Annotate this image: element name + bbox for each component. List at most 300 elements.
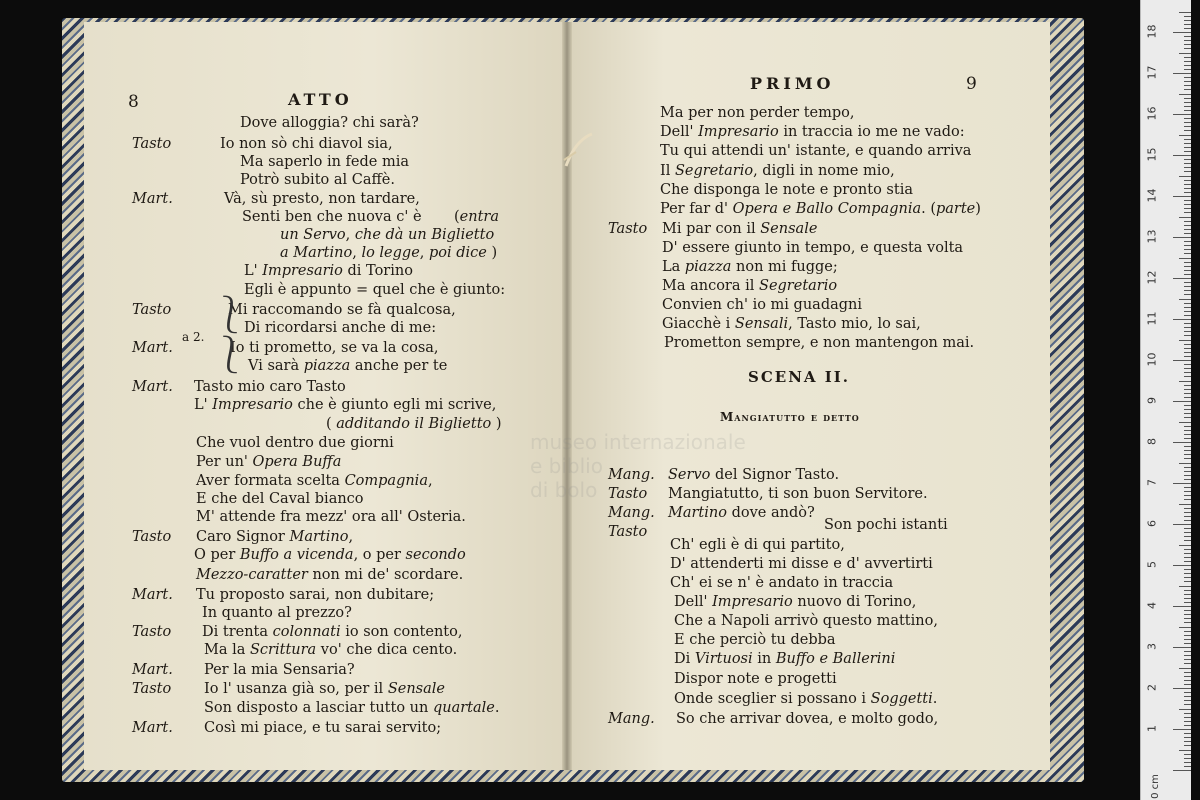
verse-line: Prometton sempre, e non mantengon mai. (664, 335, 975, 351)
ruler-number: 3 (1145, 643, 1159, 650)
ruler-tick (1184, 89, 1191, 90)
verse-line: Và, sù presto, non tardare, (224, 191, 420, 207)
ruler-tick (1184, 758, 1191, 759)
ruler-tick (1184, 102, 1191, 103)
verse-line: Giacchè i Sensali, Tasto mio, lo sai, (662, 316, 921, 332)
ruler-number: 18 (1145, 24, 1159, 39)
ruler-tick (1184, 221, 1191, 222)
ruler-tick (1184, 44, 1191, 45)
verse-line: Ch' egli è di qui partito, (670, 537, 845, 553)
ruler-tick (1184, 335, 1191, 336)
ruler-tick (1184, 614, 1191, 615)
ruler-tick (1179, 12, 1191, 13)
ruler-tick (1184, 745, 1191, 746)
page-number-left: 8 (128, 92, 139, 112)
ruler-tick (1184, 413, 1191, 414)
ruler-number: 7 (1145, 479, 1159, 486)
ruler-tick (1184, 516, 1191, 517)
verse-line: La piazza non mi fugge; (662, 259, 838, 275)
ruler-tick (1184, 389, 1191, 390)
ruler-tick (1173, 237, 1191, 238)
right-page (568, 22, 1050, 770)
speaker-name: Mart. (132, 662, 173, 678)
ruler-tick (1179, 217, 1191, 218)
verse-line: Mi par con il Sensale (662, 221, 818, 237)
running-header-left: ATTO (288, 90, 353, 109)
verse-line: Martino dove andò? (668, 505, 815, 521)
verse-line: L' Impresario che è giunto egli mi scrive, (194, 397, 497, 413)
ruler-tick (1179, 586, 1191, 587)
speaker-name: Tasto (608, 221, 648, 237)
ruler-tick (1179, 627, 1191, 628)
ruler-number: 14 (1145, 188, 1159, 203)
verse-line: L' Impresario di Torino (244, 263, 413, 279)
verse-line: Di ricordarsi anche di me: (244, 320, 437, 336)
ruler-tick (1173, 483, 1191, 484)
verse-line: Ma per non perder tempo, (660, 105, 855, 121)
ruler-tick (1179, 53, 1191, 54)
ruler-tick (1184, 16, 1191, 17)
ruler-tick (1184, 577, 1191, 578)
ruler-tick (1184, 159, 1191, 160)
watermark (530, 430, 746, 502)
ruler-tick (1184, 266, 1191, 267)
ruler-tick (1179, 135, 1191, 136)
speaker-name: Mang. (608, 505, 655, 521)
ruler-tick (1184, 106, 1191, 107)
ruler-tick (1184, 270, 1191, 271)
ruler-tick (1179, 750, 1191, 751)
speaker-name: Mart. (132, 191, 173, 207)
ruler-number: 12 (1145, 270, 1159, 285)
verse-line: In quanto al prezzo? (202, 605, 352, 621)
ruler-tick (1184, 692, 1191, 693)
ruler-tick (1173, 524, 1191, 525)
verse-line: Ma saperlo in fede mia (240, 154, 409, 170)
speaker-name: Mart. (132, 340, 173, 356)
ruler-tick (1184, 356, 1191, 357)
ruler-tick (1184, 409, 1191, 410)
verse-line: Tasto mio caro Tasto (194, 379, 346, 395)
ruler-tick (1184, 581, 1191, 582)
ruler-tick (1184, 766, 1191, 767)
ruler-tick (1184, 241, 1191, 242)
ruler-tick (1184, 450, 1191, 451)
verse-line: Che vuol dentro due giorni (196, 435, 394, 451)
ruler-tick (1184, 307, 1191, 308)
ruler-tick (1184, 696, 1191, 697)
verse-line: Mi raccomando se fà qualcosa, (228, 302, 456, 318)
ruler-tick (1184, 393, 1191, 394)
ruler-number: 15 (1145, 147, 1159, 162)
verse-line: Tu proposto sarai, non dubitare; (196, 587, 435, 603)
running-header-right: PRIMO (750, 74, 835, 93)
ruler-tick (1184, 57, 1191, 58)
ruler-tick (1184, 479, 1191, 480)
verse-line: Per un' Opera Buffa (196, 454, 342, 470)
ruler-tick (1184, 672, 1191, 673)
ruler-tick (1184, 454, 1191, 455)
ruler-tick (1184, 376, 1191, 377)
ruler-tick (1184, 397, 1191, 398)
verse-line: Il Segretario, digli in nome mio, (660, 163, 895, 179)
verse-line: Io l' usanza già so, per il Sensale (204, 681, 445, 697)
brace-mark: ⎱ (212, 295, 249, 336)
verse-line: Per far d' Opera e Ballo Compagnia. (parte) (660, 201, 981, 217)
ruler-tick (1184, 147, 1191, 148)
ruler-tick (1173, 401, 1191, 402)
ruler-tick (1184, 512, 1191, 513)
ruler-tick (1184, 36, 1191, 37)
verse-line: Son disposto a lasciar tutto un quartale. (204, 700, 500, 716)
ruler-tick (1184, 311, 1191, 312)
binding-thread (562, 130, 594, 170)
watermark-line: di bolo (530, 478, 598, 502)
ruler-tick (1184, 20, 1191, 21)
verse-line: Vi sarà piazza anche per te (248, 358, 448, 374)
ruler-tick (1184, 405, 1191, 406)
ruler-number: 1 (1145, 725, 1159, 732)
ruler-tick (1184, 561, 1191, 562)
watermark-line: museo internazionale (530, 430, 746, 454)
verse-line: Mangiatutto, ti son buon Servitore. (668, 486, 928, 502)
watermark-line: e biblio (530, 454, 603, 478)
ruler-tick (1184, 208, 1191, 209)
verse-line: Ma ancora il Segretario (662, 278, 838, 294)
ruler-tick (1184, 385, 1191, 386)
ruler-tick (1184, 618, 1191, 619)
ruler-number: 13 (1145, 229, 1159, 244)
ruler-tick (1173, 319, 1191, 320)
speaker-name: Mart. (132, 379, 173, 395)
verse-line: Per la mia Sensaria? (204, 662, 355, 678)
verse-line: Aver formata scelta Compagnia, (196, 473, 433, 489)
ruler-tick (1184, 274, 1191, 275)
ruler-tick (1184, 491, 1191, 492)
ruler-tick (1184, 331, 1191, 332)
verse-line: Servo del Signor Tasto. (668, 467, 840, 483)
ruler-tick (1184, 598, 1191, 599)
verse-line: D' attenderti mi disse e d' avvertirti (670, 556, 933, 572)
ruler-tick (1184, 639, 1191, 640)
ruler-tick (1184, 126, 1191, 127)
ruler-tick (1173, 647, 1191, 648)
ruler-tick (1173, 278, 1191, 279)
ruler-tick (1184, 315, 1191, 316)
ruler-tick (1184, 65, 1191, 66)
ruler-tick (1184, 85, 1191, 86)
ruler-tick (1184, 327, 1191, 328)
speaker-name: Tasto (132, 529, 172, 545)
ruler-tick (1184, 434, 1191, 435)
verse-line: Onde sceglier si possano i Soggetti. (674, 691, 938, 707)
ruler-tick (1179, 668, 1191, 669)
ruler-tick (1184, 233, 1191, 234)
scene-title: SCENA II. (748, 368, 851, 386)
verse-line: (entra (454, 209, 499, 225)
ruler-tick (1184, 704, 1191, 705)
ruler-tick (1173, 196, 1191, 197)
ruler-tick (1179, 545, 1191, 546)
ruler-tick (1184, 110, 1191, 111)
speaker-name: Tasto (608, 524, 648, 540)
ruler-number: 4 (1145, 602, 1159, 609)
ruler-tick (1173, 114, 1191, 115)
verse-line: Io non sò chi diavol sia, (220, 136, 393, 152)
ruler-tick (1184, 282, 1191, 283)
ruler-number: 11 (1145, 311, 1159, 326)
ruler-tick (1184, 721, 1191, 722)
ruler-tick (1184, 253, 1191, 254)
ruler-tick (1184, 540, 1191, 541)
ruler-tick (1184, 557, 1191, 558)
ruler-tick (1184, 180, 1191, 181)
scene-subtitle: Mangiatutto e detto (720, 410, 860, 424)
verse-line: So che arrivar dovea, e molto godo, (676, 711, 939, 727)
ruler-tick (1179, 299, 1191, 300)
verse-line: Dove alloggia? chi sarà? (240, 115, 419, 131)
verse-line: Dell' Impresario nuovo di Torino, (674, 594, 917, 610)
ruler-tick (1184, 303, 1191, 304)
ruler-number: 5 (1145, 561, 1159, 568)
ruler-tick (1184, 28, 1191, 29)
speaker-name: Mart. (132, 720, 173, 736)
ruler-tick (1184, 200, 1191, 201)
ruler-tick (1184, 130, 1191, 131)
ruler-tick (1184, 426, 1191, 427)
ruler-tick (1184, 212, 1191, 213)
ruler-tick (1179, 504, 1191, 505)
ruler-tick (1184, 249, 1191, 250)
ruler-tick (1184, 725, 1191, 726)
ruler-tick (1184, 348, 1191, 349)
ruler-tick (1184, 659, 1191, 660)
verse-line: Potrò subito al Caffè. (240, 172, 395, 188)
ruler-tick (1184, 446, 1191, 447)
ruler-tick (1184, 139, 1191, 140)
verse-line: un Servo, che dà un Biglietto (280, 227, 495, 243)
ruler-tick (1184, 171, 1191, 172)
ruler-tick (1184, 631, 1191, 632)
ruler-tick (1184, 508, 1191, 509)
ruler-tick (1184, 122, 1191, 123)
speaker-name: Tasto (132, 681, 172, 697)
ruler-tick (1184, 553, 1191, 554)
ruler-tick (1184, 344, 1191, 345)
ruler-tick (1184, 680, 1191, 681)
ruler-unit-label: 0 cm (1149, 774, 1161, 799)
ruler-tick (1184, 417, 1191, 418)
ruler-tick (1184, 487, 1191, 488)
ruler-tick (1184, 622, 1191, 623)
ruler-tick (1184, 262, 1191, 263)
verse-line: Egli è appunto = quel che è giunto: (244, 282, 506, 298)
ruler-tick (1173, 442, 1191, 443)
verse-line: Che a Napoli arrivò questo mattino, (674, 613, 938, 629)
verse-line: Mezzo-caratter non mi de' scordare. (196, 567, 464, 583)
ruler-tick (1179, 258, 1191, 259)
verse-line: Son pochi istanti (824, 517, 948, 533)
verse-line: Ch' ei se n' è andato in traccia (670, 575, 894, 591)
ruler-number: 10 (1145, 352, 1159, 367)
ruler-tick (1184, 536, 1191, 537)
ruler-tick (1184, 713, 1191, 714)
verse-line: Dispor note e progetti (674, 671, 837, 687)
ruler-tick (1173, 565, 1191, 566)
ruler-tick (1173, 32, 1191, 33)
speaker-name: Tasto (132, 302, 172, 318)
ruler-tick (1184, 364, 1191, 365)
ruler-tick (1184, 143, 1191, 144)
ruler-tick (1184, 229, 1191, 230)
ruler-number: 6 (1145, 520, 1159, 527)
ruler-tick (1184, 294, 1191, 295)
ruler-tick (1184, 643, 1191, 644)
ruler-tick (1184, 528, 1191, 529)
speaker-name: Tasto (132, 624, 172, 640)
verse-line: Così mi piace, e tu sarai servito; (204, 720, 442, 736)
ruler-tick (1179, 422, 1191, 423)
measurement-ruler (1140, 0, 1191, 800)
ruler-tick (1184, 286, 1191, 287)
ruler-tick (1184, 471, 1191, 472)
page-number-right: 9 (966, 74, 977, 94)
ruler-tick (1184, 368, 1191, 369)
verse-line: D' essere giunto in tempo, e questa volta (662, 240, 964, 256)
ruler-tick (1184, 192, 1191, 193)
ruler-tick (1184, 676, 1191, 677)
ruler-tick (1184, 204, 1191, 205)
verse-line: Di Virtuosi in Buffo e Ballerini (674, 651, 896, 667)
brace-mark: ⎱ (212, 335, 249, 376)
ruler-tick (1179, 340, 1191, 341)
ruler-tick (1184, 733, 1191, 734)
ruler-tick (1184, 651, 1191, 652)
ruler-tick (1179, 463, 1191, 464)
verse-line: Senti ben che nuova c' è (242, 209, 422, 225)
left-page (84, 22, 566, 770)
ruler-tick (1184, 290, 1191, 291)
ruler-tick (1184, 475, 1191, 476)
speaker-name: Tasto (132, 136, 172, 152)
ruler-number: 16 (1145, 106, 1159, 121)
a-due-mark: a 2. (182, 330, 205, 344)
ruler-tick (1184, 151, 1191, 152)
ruler-tick (1184, 499, 1191, 500)
ruler-tick (1184, 573, 1191, 574)
ruler-tick (1184, 245, 1191, 246)
ruler-tick (1173, 360, 1191, 361)
ruler-number: 2 (1145, 684, 1159, 691)
ruler-tick (1184, 81, 1191, 82)
ruler-tick (1179, 381, 1191, 382)
verse-line: ( additando il Biglietto ) (326, 416, 502, 432)
ruler-tick (1184, 569, 1191, 570)
verse-line: Io ti prometto, se va la cosa, (230, 340, 439, 356)
ruler-tick (1184, 61, 1191, 62)
ruler-tick (1184, 98, 1191, 99)
ruler-number: 8 (1145, 438, 1159, 445)
verse-line: Di trenta colonnati io son contento, (202, 624, 463, 640)
ruler-tick (1184, 225, 1191, 226)
ruler-tick (1184, 602, 1191, 603)
ruler-tick (1173, 155, 1191, 156)
ruler-tick (1184, 495, 1191, 496)
ruler-tick (1184, 163, 1191, 164)
ruler-tick (1184, 48, 1191, 49)
verse-line: a Martino, lo legge, poi dice ) (280, 245, 498, 261)
verse-line: O per Buffo a vicenda, o per secondo (194, 547, 466, 563)
speaker-name: Mang. (608, 711, 655, 727)
verse-line: Dell' Impresario in traccia io me ne vado: (660, 124, 965, 140)
ruler-tick (1184, 188, 1191, 189)
ruler-tick (1184, 24, 1191, 25)
ruler-tick (1173, 73, 1191, 74)
ruler-number: 17 (1145, 65, 1159, 80)
ruler-tick (1184, 372, 1191, 373)
ruler-tick (1184, 663, 1191, 664)
ruler-tick (1184, 590, 1191, 591)
verse-line: E che del Caval bianco (196, 491, 364, 507)
ruler-number: 9 (1145, 397, 1159, 404)
ruler-tick (1179, 176, 1191, 177)
verse-line: M' attende fra mezz' ora all' Osteria. (196, 509, 466, 525)
ruler-tick (1184, 438, 1191, 439)
ruler-tick (1184, 762, 1191, 763)
verse-line: E che perciò tu debba (674, 632, 836, 648)
ruler-tick (1184, 323, 1191, 324)
ruler-tick (1179, 94, 1191, 95)
ruler-tick (1184, 69, 1191, 70)
ruler-tick (1173, 729, 1191, 730)
ruler-tick (1184, 118, 1191, 119)
verse-line: Che disponga le note e pronto stia (660, 182, 913, 198)
speaker-name: Mart. (132, 587, 173, 603)
ruler-tick (1179, 709, 1191, 710)
ruler-tick (1184, 635, 1191, 636)
verse-line: Convien ch' io mi guadagni (662, 297, 862, 313)
ruler-tick (1173, 688, 1191, 689)
ruler-tick (1184, 77, 1191, 78)
ruler-tick (1184, 700, 1191, 701)
verse-line: Tu qui attendi un' istante, e quando arriva (660, 143, 972, 159)
ruler-tick (1184, 610, 1191, 611)
ruler-tick (1184, 737, 1191, 738)
verse-line: Ma la Scrittura vo' che dica cento. (204, 642, 458, 658)
ruler-tick (1184, 741, 1191, 742)
ruler-tick (1184, 594, 1191, 595)
ruler-tick (1184, 467, 1191, 468)
ruler-tick (1184, 532, 1191, 533)
ruler-tick (1173, 770, 1191, 771)
speaker-name: Tasto (608, 486, 648, 502)
ruler-tick (1184, 184, 1191, 185)
speaker-name: Mang. (608, 467, 655, 483)
ruler-tick (1184, 352, 1191, 353)
ruler-tick (1184, 167, 1191, 168)
ruler-tick (1184, 754, 1191, 755)
ruler-tick (1184, 40, 1191, 41)
ruler-tick (1184, 520, 1191, 521)
ruler-tick (1184, 549, 1191, 550)
ruler-tick (1184, 430, 1191, 431)
ruler-tick (1184, 684, 1191, 685)
ruler-tick (1184, 717, 1191, 718)
verse-line: Caro Signor Martino, (196, 529, 354, 545)
ruler-tick (1184, 655, 1191, 656)
ruler-tick (1173, 606, 1191, 607)
ruler-tick (1184, 458, 1191, 459)
